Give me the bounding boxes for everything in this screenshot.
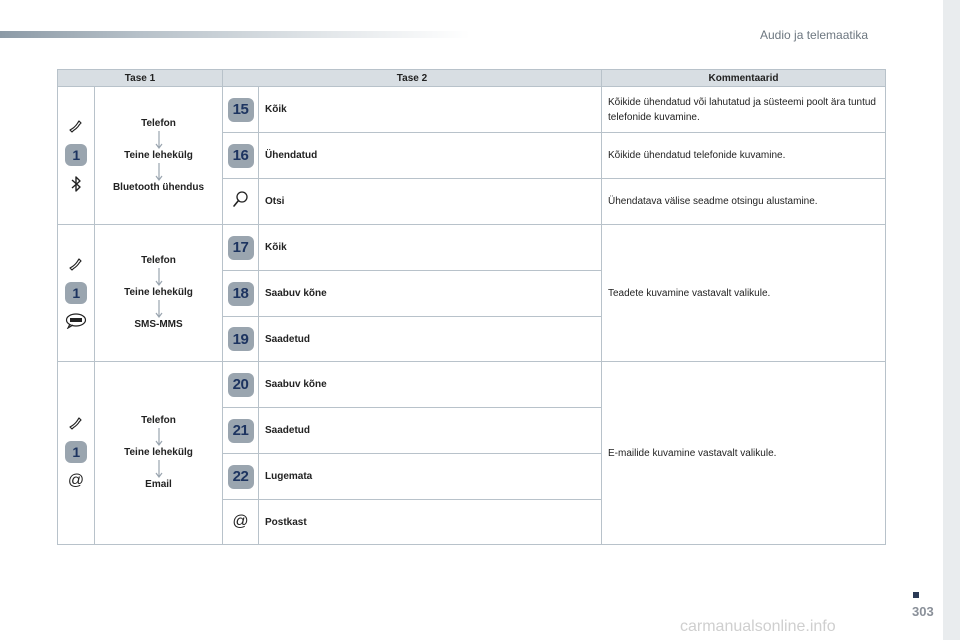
sms-icon: [65, 313, 87, 329]
menu-number-badge: 20: [228, 373, 254, 397]
level2-label: Otsi: [259, 179, 602, 225]
level1-cell: [95, 87, 223, 225]
level2-label: Kõik: [259, 225, 602, 271]
menu-number-badge: 1: [65, 144, 87, 166]
arrow-down-icon: [154, 162, 164, 182]
column-header-level2: Tase 2: [223, 70, 602, 87]
comment-cell: Kõikide ühendatud telefonide kuvamine.: [602, 133, 886, 179]
page-header-title: Audio ja telemaatika: [760, 28, 869, 42]
table-row: [58, 87, 886, 133]
bluetooth-icon: [69, 175, 83, 193]
level1-item: SMS-MMS: [134, 319, 183, 330]
group-icons-cell: [58, 225, 95, 362]
arrow-down-icon: [154, 267, 164, 287]
menu-number-badge: 1: [65, 441, 87, 463]
phone-icon: [68, 257, 84, 273]
level1-item: Teine lehekülg: [124, 447, 193, 458]
arrow-down-icon: [154, 130, 164, 150]
phone-icon: [68, 119, 84, 135]
level1-item: Email: [145, 479, 172, 490]
level2-label: Saadetud: [259, 317, 602, 362]
menu-number-badge: 22: [228, 465, 254, 489]
menu-number-badge: 18: [228, 282, 254, 306]
level1-item: Telefon: [141, 117, 176, 129]
menu-number-badge: 1: [65, 282, 87, 304]
page-number: 303: [912, 604, 934, 619]
page-marker: [913, 592, 919, 598]
menu-number-badge: 17: [228, 236, 254, 260]
number-cell: [223, 225, 259, 271]
level1-item: Teine lehekülg: [124, 149, 193, 161]
menu-number-badge: 15: [228, 98, 254, 122]
number-cell: [223, 271, 259, 317]
header-accent-bar: [0, 31, 470, 38]
menu-number-badge: 21: [228, 419, 254, 443]
level2-label: Kõik: [259, 87, 602, 133]
level1-item: Telefon: [141, 415, 176, 426]
table-row: [58, 362, 886, 408]
number-cell: [223, 317, 259, 362]
level2-label: Saadetud: [259, 408, 602, 454]
level2-label: Saabuv kõne: [259, 271, 602, 317]
group-icons-cell: [58, 87, 95, 225]
number-cell: [223, 87, 259, 133]
at-icon: @: [232, 513, 249, 530]
number-cell: [223, 408, 259, 454]
icon-cell: [223, 500, 259, 545]
icon-cell: [223, 179, 259, 225]
level2-label: Postkast: [259, 500, 602, 545]
number-cell: [223, 362, 259, 408]
at-icon: @: [67, 472, 85, 489]
comment-cell: Kõikide ühendatud või lahutatud ja süsteemi poolt ära tuntud telefonide kuvamine.: [602, 87, 886, 133]
level2-label: Lugemata: [259, 454, 602, 500]
search-icon: [232, 190, 250, 208]
menu-number-badge: 16: [228, 144, 254, 168]
level1-cell: [95, 225, 223, 362]
comment-cell: Ühendatava välise seadme otsingu alustamine.: [602, 179, 886, 225]
level2-label: Ühendatud: [259, 133, 602, 179]
group-icons-cell: [58, 362, 95, 545]
menu-table: [57, 69, 886, 545]
number-cell: [223, 133, 259, 179]
comment-cell: E-mailide kuvamine vastavalt valikule.: [602, 362, 886, 545]
watermark: carmanualsonline.info: [680, 618, 836, 635]
level1-item: Telefon: [141, 255, 176, 266]
level1-item: Bluetooth ühendus: [112, 181, 205, 193]
side-strip: [943, 0, 960, 640]
comment-cell: Teadete kuvamine vastavalt valikule.: [602, 225, 886, 362]
table-row: [58, 225, 886, 271]
table-header-row: [58, 70, 886, 87]
level1-cell: [95, 362, 223, 545]
arrow-down-icon: [154, 459, 164, 479]
arrow-down-icon: [154, 427, 164, 447]
level2-label: Saabuv kõne: [259, 362, 602, 408]
level1-item: Teine lehekülg: [124, 287, 193, 298]
column-header-comments: Kommentaarid: [602, 70, 886, 87]
column-header-level1: Tase 1: [58, 70, 223, 87]
menu-number-badge: 19: [228, 327, 254, 351]
number-cell: [223, 454, 259, 500]
phone-icon: [68, 416, 84, 432]
arrow-down-icon: [154, 299, 164, 319]
